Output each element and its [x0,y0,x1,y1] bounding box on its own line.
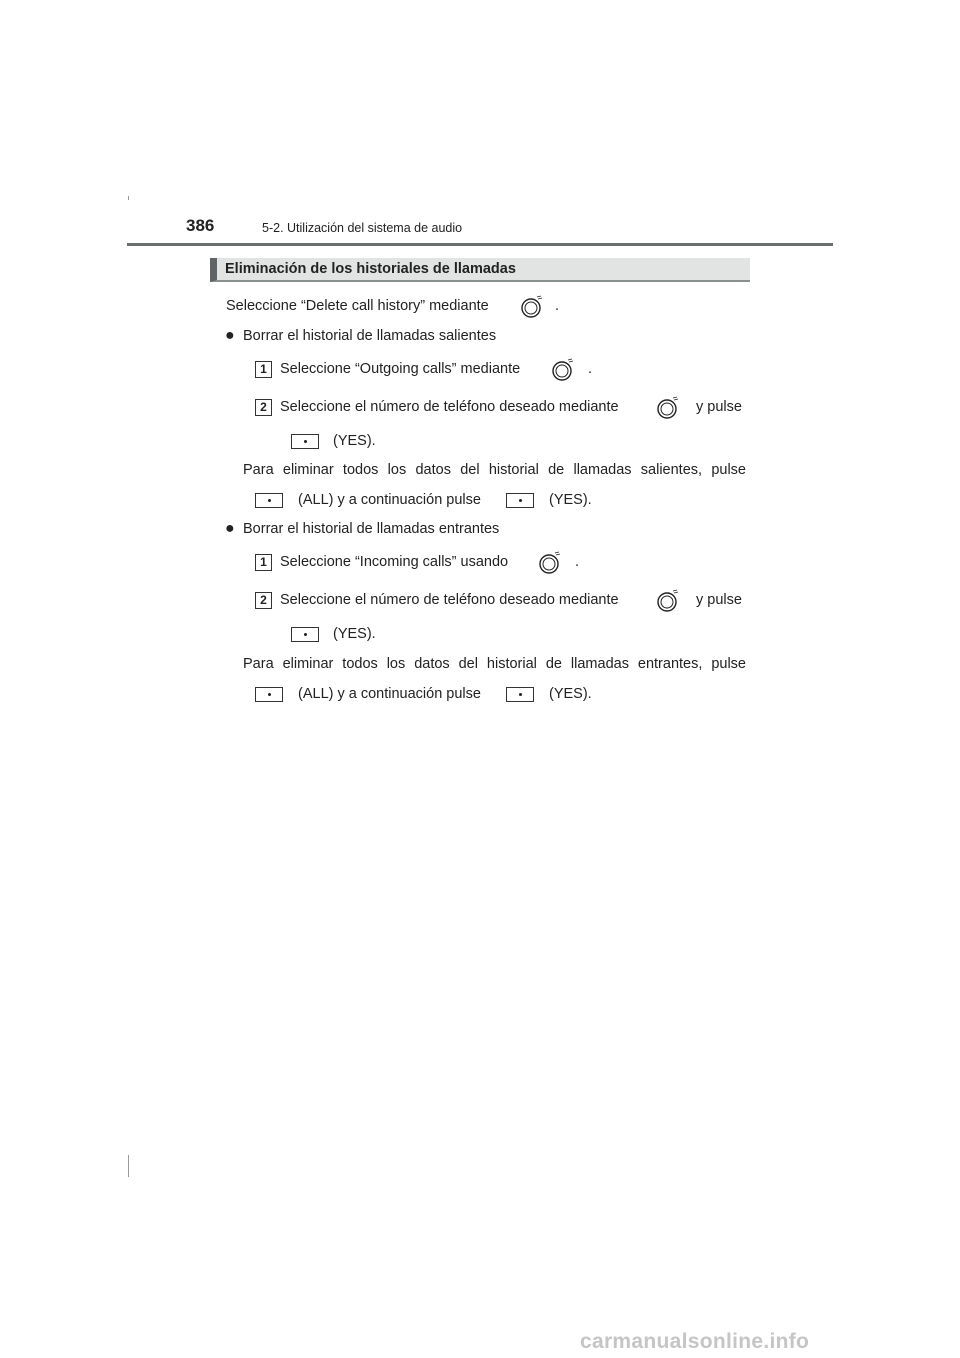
outgoing-step2-yes: (YES). [333,433,376,449]
incoming-all-text: Para eliminar todos los datos del historial de llamadas entrantes, pulse [243,656,746,672]
incoming-step2-pulse: y pulse [696,592,742,608]
switch-button-icon [291,434,319,449]
incoming-all-label: (ALL) y a continuación pulse [298,686,481,702]
switch-button-icon [291,627,319,642]
step-number-1: 1 [255,554,272,571]
outgoing-step1-text: Seleccione “Outgoing calls” mediante [280,361,521,377]
header-rule [127,243,833,246]
outgoing-all-yes: (YES). [549,492,592,508]
incoming-step2-yes: (YES). [333,626,376,642]
incoming-all-yes: (YES). [549,686,592,702]
watermark: carmanualsonline.info [580,1330,810,1353]
tune-select-knob-icon [519,294,545,320]
section-heading-text: Eliminación de los historiales de llamadas [225,261,516,277]
switch-button-icon [255,493,283,508]
bullet-icon: ● [225,327,235,344]
tune-select-knob-icon [655,395,681,421]
section-heading [210,258,750,282]
outgoing-step2-text: Seleccione el número de teléfono deseado mediante [280,399,619,415]
page-number: 386 [186,216,215,235]
step-number-2: 2 [255,399,272,416]
incoming-step1-period: . [575,554,580,570]
tune-select-knob-icon [550,357,576,383]
outgoing-title: Borrar el historial de llamadas salientes [243,328,497,344]
incoming-step1-text: Seleccione “Incoming calls” usando [280,554,509,570]
intro-period: . [555,298,560,314]
switch-button-icon [506,687,534,702]
crop-mark [128,1155,129,1177]
step-number-1: 1 [255,361,272,378]
switch-button-icon [506,493,534,508]
tune-select-knob-icon [655,588,681,614]
tune-select-knob-icon [537,550,563,576]
outgoing-all-text: Para eliminar todos los datos del historial de llamadas salientes, pulse [243,462,746,478]
step-number-2: 2 [255,592,272,609]
switch-button-icon [255,687,283,702]
outgoing-step2-pulse: y pulse [696,399,742,415]
section-title: 5-2. Utilización del sistema de audio [262,221,463,235]
bullet-icon: ● [225,520,235,537]
crop-mark [128,196,129,200]
incoming-title: Borrar el historial de llamadas entrantes [243,521,500,537]
outgoing-all-label: (ALL) y a continuación pulse [298,492,481,508]
intro-text: Seleccione “Delete call history” mediante [226,298,489,314]
outgoing-step1-period: . [588,361,593,377]
incoming-step2-text: Seleccione el número de teléfono deseado mediante [280,592,619,608]
